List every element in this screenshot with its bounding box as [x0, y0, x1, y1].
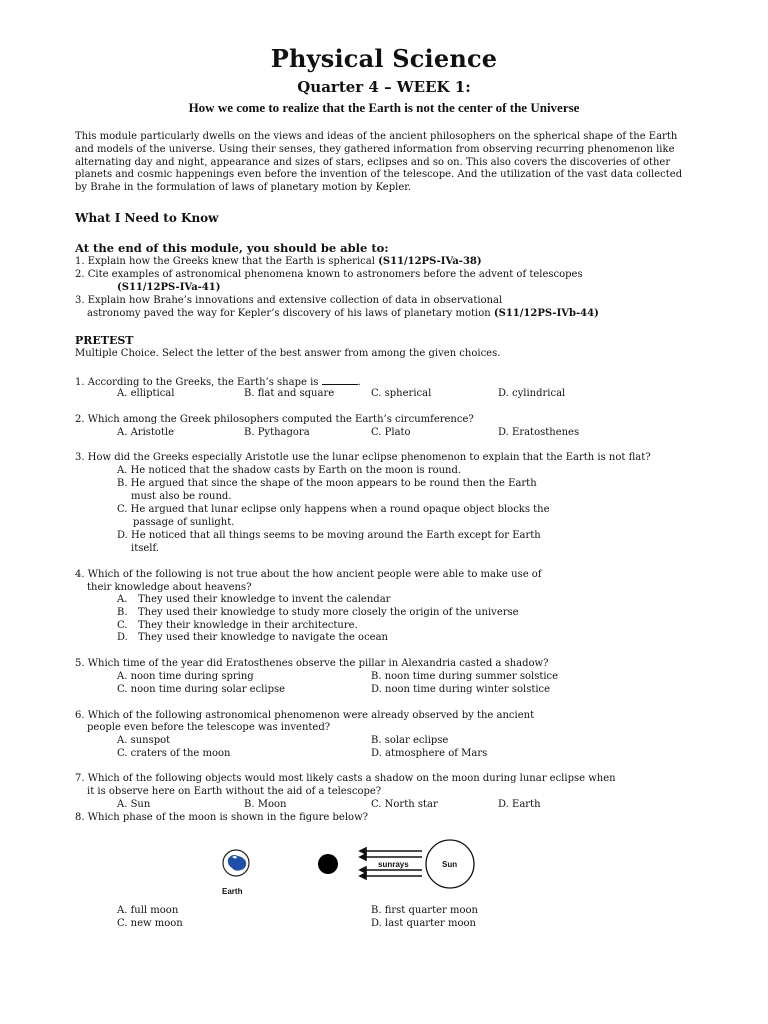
choice-b-cont: must also be round.	[131, 491, 232, 502]
objective-3-cont	[87, 308, 599, 319]
question-8: 8. Which phase of the moon is shown in the figure below?	[75, 812, 368, 823]
choice-a: They used their knowledge to invent the calendar	[138, 594, 391, 605]
choice-c-cont: passage of sunlight.	[133, 517, 235, 528]
question-6: 6. Which of the following astronomical phenomenon were already observed by the ancient	[75, 710, 535, 721]
objectives-heading: At the end of this module, you should be able to:	[75, 241, 389, 255]
page-title: Physical Science	[270, 44, 498, 73]
objective-1	[75, 256, 482, 267]
choice-a: A. Sun	[117, 799, 151, 810]
choice-d: D. He noticed that all things seems to be moving around the Earth except for Earth	[117, 530, 541, 541]
choice-d: D. atmosphere of Mars	[371, 748, 488, 759]
choice-d: D. Eratosthenes	[498, 427, 580, 438]
pretest-instructions: Multiple Choice. Select the letter of the best answer from among the given choices.	[75, 348, 501, 359]
choice-b: B. flat and square	[244, 388, 335, 399]
choice-c: C. craters of the moon	[117, 748, 231, 759]
moon-phase-figure	[210, 830, 490, 902]
section-heading-what-i-need: What I Need to Know	[75, 211, 219, 225]
question-stem-end: .	[357, 377, 361, 388]
objective-code: (S11/12PS-IVa-41)	[117, 282, 221, 293]
choice-c: C. He argued that lunar eclipse only happens when a round opaque object blocks the	[117, 504, 550, 515]
objective-text: 1. Explain how the Greeks knew that the Earth is spherical	[75, 256, 375, 267]
choice-a: A. sunspot	[117, 735, 171, 746]
intro-line: by Brahe in the formulation of laws of planetary motion by Kepler.	[75, 182, 412, 194]
choice-b: B. noon time during summer solstice	[371, 671, 559, 682]
objective-code: (S11/12PS-IVa-38)	[378, 256, 482, 267]
choice-a: A. noon time during spring	[117, 671, 254, 682]
sunrays-label: sunrays	[378, 860, 409, 869]
objective-code: (S11/12PS-IVb-44)	[493, 308, 599, 319]
choice-d-letter: D.	[117, 632, 128, 643]
question-3: 3. How did the Greeks especially Aristotle use the lunar eclipse phenomenon to explain that the Earth is not flat?	[75, 452, 651, 463]
choice-d: D. Earth	[498, 799, 541, 810]
question-4: 4. Which of the following is not true about the how ancient people were able to make use of	[75, 569, 542, 580]
intro-line: planets and cosmic happenings even before the invention of the telescope. And the utilization of the vast data collected	[75, 169, 683, 181]
choice-d-cont: itself.	[131, 543, 159, 554]
choice-c: C. North star	[371, 799, 438, 810]
question-4-cont: their knowledge about heavens?	[87, 582, 252, 593]
question-7-cont: it is observe here on Earth without the aid of a telescope?	[87, 786, 382, 797]
choice-a: A. elliptical	[117, 388, 175, 399]
choice-d: They used their knowledge to navigate the ocean	[138, 632, 388, 643]
topic-heading: How we come to realize that the Earth is not the center of the Universe	[188, 100, 580, 115]
quarter-heading: Quarter 4 – WEEK 1:	[297, 78, 471, 96]
question-1	[75, 375, 361, 388]
objective-2: 2. Cite examples of astronomical phenomena known to astronomers before the advent of telescopes	[75, 269, 583, 280]
choice-b: B. He argued that since the shape of the moon appears to be round then the Earth	[117, 478, 537, 489]
question-6-cont: people even before the telescope was invented?	[87, 722, 331, 733]
sun-label: Sun	[442, 860, 458, 869]
question-5: 5. Which time of the year did Eratosthenes observe the pillar in Alexandria casted a shadow?	[75, 658, 549, 669]
choice-b: B. first quarter moon	[371, 905, 478, 916]
choice-c: C. Plato	[371, 427, 411, 438]
choice-a: A. full moon	[117, 905, 179, 916]
choice-c: C. noon time during solar eclipse	[117, 684, 286, 695]
intro-line: and models of the universe. Using their senses, they gathered information from observing recurring phenomenon like	[75, 143, 675, 155]
choice-d: D. cylindrical	[498, 388, 566, 399]
choice-a: A. He noticed that the shadow casts by Earth on the moon is round.	[117, 465, 462, 476]
choice-b: B. Pythagora	[244, 427, 310, 438]
objective-text: astronomy paved the way for Kepler’s discovery of his laws of planetary motion	[87, 308, 491, 319]
choice-d: D. last quarter moon	[371, 918, 476, 929]
pretest-heading: PRETEST	[75, 334, 134, 347]
choice-b: They used their knowledge to study more closely the origin of the universe	[138, 607, 519, 618]
moon-icon	[318, 854, 338, 874]
choice-c: C. spherical	[371, 388, 432, 399]
choice-b: B. solar eclipse	[371, 735, 449, 746]
question-stem: 1. According to the Greeks, the Earth’s shape is	[75, 377, 319, 388]
choice-c-letter: C.	[117, 620, 128, 631]
intro-line: alternating day and night, appearance and sizes of stars, eclipses and so on. This also covers the discoveries of other	[75, 156, 671, 168]
answer-blank	[322, 375, 358, 385]
intro-paragraph	[75, 131, 700, 195]
choice-b-letter: B.	[117, 607, 128, 618]
choice-d: D. noon time during winter solstice	[371, 684, 551, 695]
choice-a: A. Aristotle	[117, 427, 175, 438]
earth-icon	[223, 850, 249, 876]
intro-line: This module particularly dwells on the views and ideas of the ancient philosophers on the spherical shape of the Earth	[75, 131, 678, 142]
earth-label: Earth	[222, 887, 243, 896]
choice-b: B. Moon	[244, 799, 287, 810]
question-2: 2. Which among the Greek philosophers computed the Earth’s circumference?	[75, 414, 474, 425]
choice-a-letter: A.	[117, 594, 128, 605]
choice-c: They their knowledge in their architecture.	[138, 620, 358, 631]
choice-c: C. new moon	[117, 918, 183, 929]
question-7: 7. Which of the following objects would most likely casts a shadow on the moon during lunar eclipse when	[75, 773, 616, 784]
objective-3: 3. Explain how Brahe’s innovations and extensive collection of data in observational	[75, 295, 503, 306]
